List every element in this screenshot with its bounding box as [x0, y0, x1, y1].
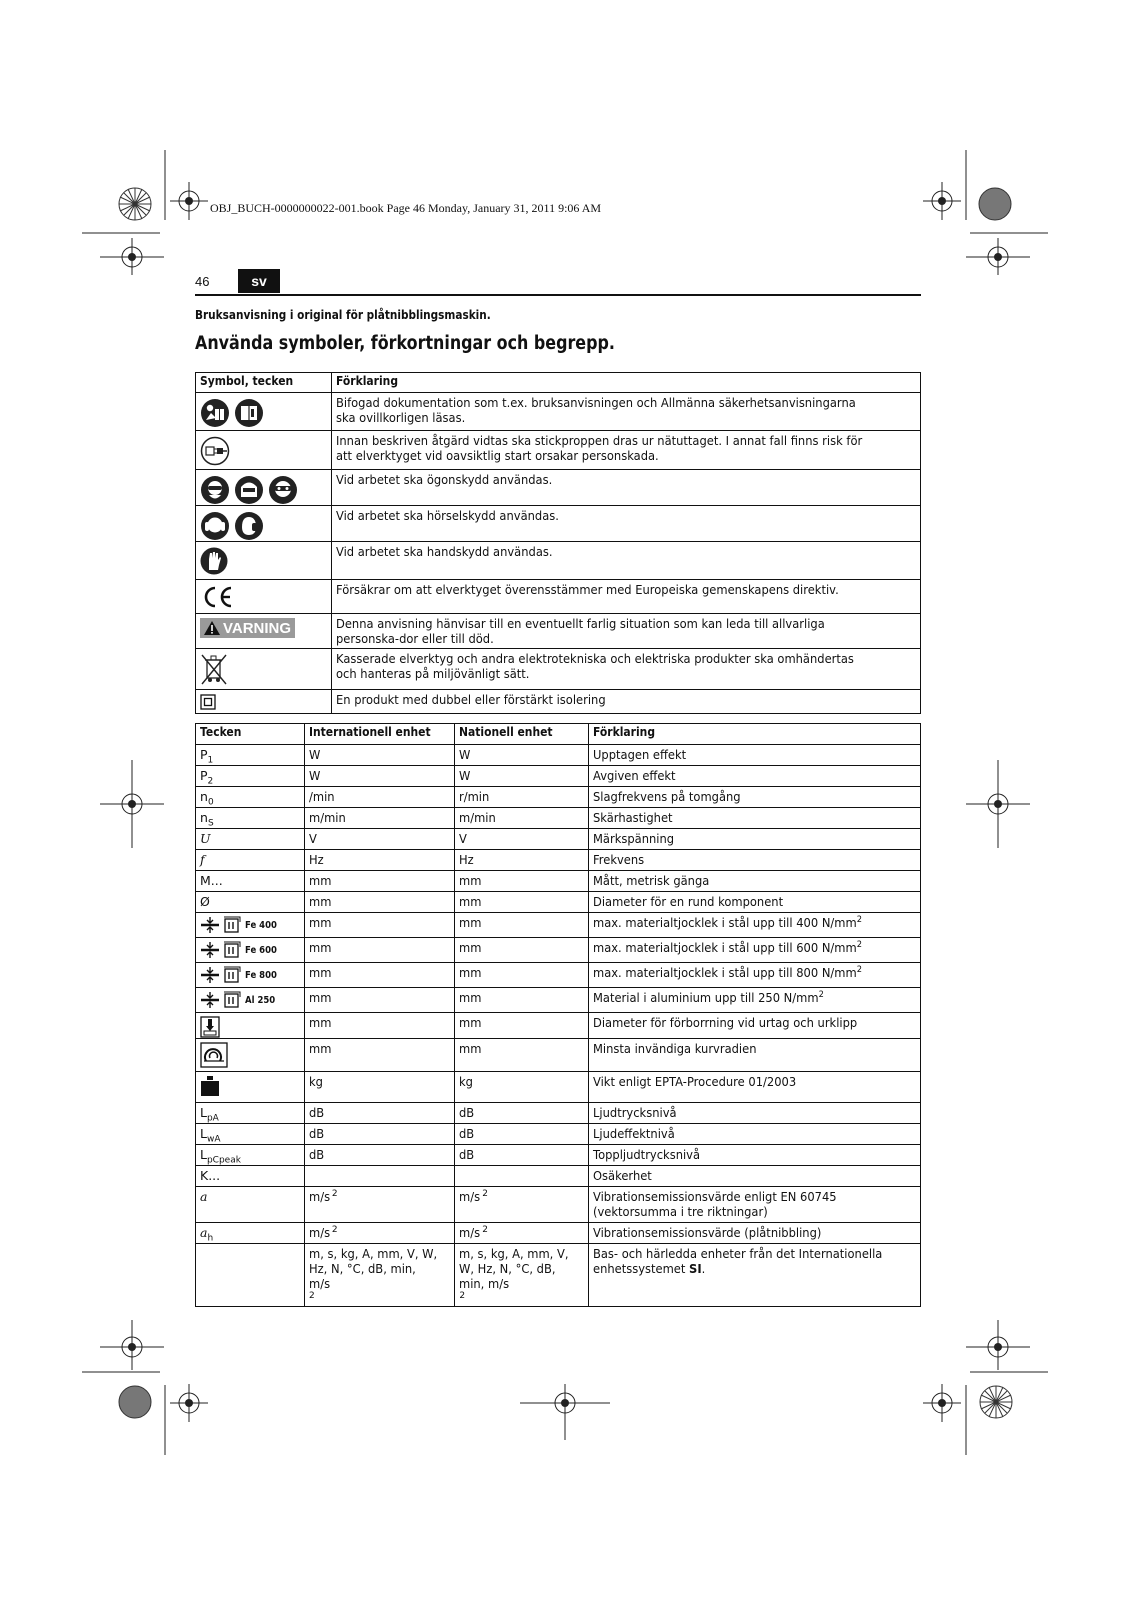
international-unit-cell: [305, 1223, 455, 1244]
symbol-cell: [196, 1039, 305, 1072]
national-unit: mm: [459, 915, 482, 930]
national-unit: mm: [459, 1015, 482, 1030]
table-row: [196, 470, 921, 506]
explanation-cell: [589, 745, 921, 766]
explanation-text: Ljudtrycksnivå: [593, 1105, 677, 1120]
international-unit-cell: [305, 1072, 455, 1103]
international-unit-cell: [305, 1039, 455, 1072]
symbol-cell: [196, 1244, 305, 1307]
table-row: [196, 1103, 921, 1124]
material-symbol: [200, 916, 300, 934]
national-unit: W: [459, 747, 471, 762]
table-row: [196, 1039, 921, 1072]
symbol-subscript: S: [207, 818, 214, 829]
symbol-cell: [196, 850, 305, 871]
units-header-symbol: Tecken: [196, 724, 305, 745]
read-manual-icon: [200, 398, 230, 428]
table-row: [196, 808, 921, 829]
symbol-cell: [196, 745, 305, 766]
national-unit-cell: [455, 1187, 589, 1223]
national-unit: kg: [459, 1074, 474, 1089]
national-unit: r/min: [459, 789, 490, 804]
symbol-text: a: [200, 1225, 208, 1240]
table-row: [196, 913, 921, 938]
national-unit: m, s, kg, A, mm, V, W, Hz, N, °C, dB, min, m/s: [459, 1246, 569, 1291]
national-unit: mm: [459, 894, 482, 909]
international-unit-cell: [305, 745, 455, 766]
symbol-cell: [196, 766, 305, 787]
international-unit: dB: [309, 1105, 325, 1120]
symbol-subscript: pA: [206, 1113, 219, 1124]
warning-triangle-icon: [204, 621, 220, 635]
international-unit: m/min: [309, 810, 346, 825]
table-row: [196, 1187, 921, 1223]
international-unit-cell: [305, 829, 455, 850]
symbol-text: P: [200, 768, 208, 783]
goggles-icon: [268, 475, 298, 505]
symbol-cell: [196, 1166, 305, 1187]
units-header-international: Internationell enhet: [305, 724, 455, 745]
table-row: [196, 1244, 921, 1307]
pre-drill-icon: [200, 1016, 220, 1038]
international-unit-cell: [305, 787, 455, 808]
book-icon: [234, 398, 264, 428]
symbol-cell: [196, 393, 332, 431]
explanation-cell: Denna anvisning hänvisar till en eventuellt farlig situation som kan leda till allvarliga personska-dor eller till död.: [332, 614, 921, 649]
material-symbol: [200, 991, 300, 1009]
explanation-cell: [589, 1145, 921, 1166]
table-row: [196, 614, 921, 649]
unit-superscript: 2: [482, 1188, 489, 1199]
international-unit-cell: [305, 938, 455, 963]
symbol-text: f: [200, 852, 205, 867]
national-unit: dB: [459, 1147, 475, 1162]
symbol-cell: [196, 649, 332, 690]
glove-icon: [200, 546, 228, 576]
symbol-text: P: [200, 747, 208, 762]
language-badge: sv: [238, 269, 280, 293]
symbol-graphic: [200, 1042, 300, 1068]
symbol-cell: [196, 1187, 305, 1223]
international-unit: mm: [309, 990, 332, 1005]
explanation-text: Ljudeffektnivå: [593, 1126, 676, 1141]
material-label: Fe 800: [245, 969, 277, 981]
national-unit-cell: [455, 745, 589, 766]
material-thickness-icon: [200, 966, 242, 984]
explanation-cell: [589, 963, 921, 988]
explanation-text: Toppljudtrycksnivå: [593, 1147, 701, 1162]
explanation-text: Skärhastighet: [593, 810, 673, 825]
symbol-text: a: [200, 1189, 208, 1204]
symbol-text: K...: [200, 1168, 221, 1183]
national-unit-cell: [455, 913, 589, 938]
international-unit-cell: [305, 892, 455, 913]
table-row: [196, 1166, 921, 1187]
national-unit-cell: [455, 1145, 589, 1166]
symbol-cell: [196, 580, 332, 614]
international-unit: dB: [309, 1147, 325, 1162]
international-unit: m/s: [309, 1225, 331, 1240]
face-shield-icon: [234, 475, 264, 505]
national-unit-cell: [455, 1166, 589, 1187]
table-row: [196, 766, 921, 787]
explanation-text: Märkspänning: [593, 831, 675, 846]
symbol-cell: [196, 1223, 305, 1244]
international-unit: W: [309, 747, 321, 762]
table-row: [196, 431, 921, 470]
unit-superscript: 2: [459, 1290, 466, 1301]
table-row: [196, 580, 921, 614]
national-unit: mm: [459, 965, 482, 980]
explanation-cell: Vid arbetet ska ögonskydd användas.: [332, 470, 921, 506]
table-row: [196, 787, 921, 808]
international-unit-cell: [305, 1187, 455, 1223]
national-unit: m/s: [459, 1189, 481, 1204]
national-unit-cell: [455, 938, 589, 963]
national-unit-cell: [455, 871, 589, 892]
explanation-text: Vibrationsemissionsvärde (plåtnibbling): [593, 1225, 822, 1240]
national-unit-cell: [455, 829, 589, 850]
symbol-subscript: 0: [207, 797, 214, 808]
material-symbol: [200, 966, 300, 984]
table-row: [196, 850, 921, 871]
unit-superscript: 2: [482, 1224, 489, 1235]
material-label: Fe 600: [245, 944, 277, 956]
national-unit-cell: [455, 1244, 589, 1307]
warning-label-icon: [200, 618, 295, 638]
table-row: [196, 506, 921, 542]
explanation-cell: [589, 1072, 921, 1103]
national-unit-cell: [455, 766, 589, 787]
symbol-cell: [196, 690, 332, 714]
explanation-cell: Vid arbetet ska hörselskydd användas.: [332, 506, 921, 542]
symbol-cell: [196, 1072, 305, 1103]
bold-term: SI: [689, 1261, 703, 1276]
international-unit: mm: [309, 1041, 332, 1056]
table-row: [196, 1124, 921, 1145]
symbol-cell: [196, 913, 305, 938]
international-unit-cell: [305, 1166, 455, 1187]
material-label: Fe 400: [245, 919, 277, 931]
explanation-cell: En produkt med dubbel eller förstärkt isolering: [332, 690, 921, 714]
unit-superscript: 2: [331, 1188, 338, 1199]
material-thickness-icon: [200, 916, 242, 934]
table-row: [196, 649, 921, 690]
weee-bin-icon: [200, 652, 228, 686]
table-row: [196, 1223, 921, 1244]
national-unit: Hz: [459, 852, 475, 867]
explanation-cell: [589, 787, 921, 808]
page-number: 46: [195, 274, 210, 289]
national-unit: mm: [459, 1041, 482, 1056]
national-unit-cell: [455, 787, 589, 808]
symbol-cell: [196, 963, 305, 988]
national-unit-cell: [455, 963, 589, 988]
international-unit: mm: [309, 894, 332, 909]
weight-icon: [200, 1075, 220, 1097]
symbol-text: U: [200, 831, 211, 846]
symbol-cell: [196, 892, 305, 913]
symbol-cell: [196, 1124, 305, 1145]
material-thickness-icon: [200, 991, 242, 1009]
material-symbol: [200, 941, 300, 959]
curve-radius-icon: [200, 1042, 228, 1068]
symbol-subscript: 2: [207, 776, 214, 787]
symbol-cell: [196, 542, 332, 580]
international-unit: mm: [309, 965, 332, 980]
international-unit-cell: [305, 871, 455, 892]
symbol-subscript: pCpeak: [206, 1155, 241, 1166]
table-row: [196, 938, 921, 963]
symbol-text: n: [200, 789, 208, 804]
symbol-graphic: [200, 1075, 300, 1097]
explanation-cell: Försäkrar om att elverktyget överensstämmer med Europeiska gemenskapens direktiv.: [332, 580, 921, 614]
national-unit-cell: [455, 1039, 589, 1072]
national-unit: mm: [459, 940, 482, 955]
international-unit-cell: [305, 963, 455, 988]
material-label: Al 250: [245, 994, 276, 1006]
explanation-text: Frekvens: [593, 852, 645, 867]
explanation-text: Diameter för en rund komponent: [593, 894, 784, 909]
intro-text: Bruksanvisning i original för plåtnibblingsmaskin.: [195, 307, 491, 322]
symbol-cell: [196, 808, 305, 829]
symbols-table: [195, 372, 921, 714]
explanation-cell: [589, 808, 921, 829]
unit-superscript: 2: [309, 1290, 315, 1301]
international-unit-cell: [305, 1103, 455, 1124]
international-unit: mm: [309, 940, 332, 955]
national-unit-cell: [455, 1103, 589, 1124]
national-unit: m/min: [459, 810, 497, 825]
symbol-cell: [196, 787, 305, 808]
symbol-text: Ø: [200, 894, 210, 909]
symbols-header-explanation: Förklaring: [332, 373, 921, 393]
units-table-header: [196, 724, 921, 745]
international-unit: mm: [309, 1015, 332, 1030]
explanation-cell: [589, 1013, 921, 1039]
explanation-cell: [589, 938, 921, 963]
table-row: [196, 829, 921, 850]
international-unit: /min: [309, 789, 335, 804]
symbol-text: M...: [200, 873, 223, 888]
national-unit: m/s: [459, 1225, 481, 1240]
international-unit: Hz: [309, 852, 324, 867]
warning-label-text: VARNING: [223, 619, 292, 637]
international-unit: V: [309, 831, 317, 846]
explanation-cell: [589, 892, 921, 913]
ear-protection-icon: [200, 511, 230, 541]
explanation-text: Bas- och härledda enheter från det Internationella enhetssystemet SI.: [593, 1246, 883, 1276]
symbol-text: n: [200, 810, 208, 825]
international-unit-cell: [305, 850, 455, 871]
explanation-text: max. materialtjocklek i stål upp till 800 $N/mm^2$: [593, 964, 863, 980]
symbol-subscript: 1: [207, 755, 214, 766]
unit-superscript: 2: [331, 1224, 338, 1235]
table-row: [196, 1145, 921, 1166]
units-header-explanation: Förklaring: [589, 724, 921, 745]
unit-superscript: 2: [857, 964, 863, 975]
explanation-text: Osäkerhet: [593, 1168, 653, 1183]
explanation-cell: [589, 1244, 921, 1307]
symbol-cell: [196, 1103, 305, 1124]
national-unit-cell: [455, 1124, 589, 1145]
unit-superscript: 2: [857, 939, 863, 950]
table-row: [196, 1072, 921, 1103]
symbol-cell: [196, 829, 305, 850]
explanation-cell: [589, 1223, 921, 1244]
symbol-subscript: h: [207, 1233, 214, 1244]
explanation-cell: [589, 1187, 921, 1223]
symbol-cell: [196, 470, 332, 506]
national-unit-cell: [455, 988, 589, 1013]
explanation-text: Upptagen effekt: [593, 747, 687, 762]
unplug-icon: [200, 436, 230, 466]
explanation-cell: [589, 913, 921, 938]
ear-muff-icon: [234, 511, 264, 541]
material-thickness-icon: [200, 941, 242, 959]
national-unit-cell: [455, 1223, 589, 1244]
table-row: [196, 542, 921, 580]
explanation-text: max. materialtjocklek i stål upp till 600 $N/mm^2$: [593, 939, 863, 955]
table-row: [196, 988, 921, 1013]
international-unit-cell: [305, 1013, 455, 1039]
table-row: [196, 963, 921, 988]
national-unit-cell: [455, 1013, 589, 1039]
international-unit-cell: [305, 766, 455, 787]
units-header-national: Nationell enhet: [455, 724, 589, 745]
symbol-text: L: [200, 1105, 207, 1120]
national-unit: mm: [459, 990, 482, 1005]
international-unit: dB: [309, 1126, 325, 1141]
explanation-cell: [589, 1103, 921, 1124]
international-unit-cell: [305, 1145, 455, 1166]
units-table: [195, 723, 921, 1307]
international-unit: m/s: [309, 1189, 331, 1204]
national-unit: mm: [459, 873, 482, 888]
table-row: [196, 745, 921, 766]
international-unit-cell: [305, 988, 455, 1013]
symbol-cell: [196, 1013, 305, 1039]
international-unit: m, s, kg, A, mm, V, W, Hz, N, °C, dB, min, m/s: [309, 1246, 438, 1291]
explanation-text: Mått, metrisk gänga: [593, 873, 710, 888]
table-row: [196, 690, 921, 714]
explanation-text: Minsta invändiga kurvradien: [593, 1041, 757, 1056]
symbol-cell: [196, 506, 332, 542]
international-unit: W: [309, 768, 321, 783]
table-row: [196, 1013, 921, 1039]
explanation-cell: [589, 1124, 921, 1145]
unit-superscript: 2: [818, 989, 825, 1000]
eye-protection-icon: [200, 475, 230, 505]
symbol-cell: [196, 988, 305, 1013]
explanation-cell: Innan beskriven åtgärd vidtas ska stickproppen dras ur nätuttaget. I annat fall finns risk för att elverktyget vid oavsiktlig start orsakar personskada.: [332, 431, 921, 470]
explanation-text: Vibrationsemissionsvärde enligt EN 60745 (vektorsumma i tre riktningar): [593, 1189, 838, 1219]
national-unit: dB: [459, 1105, 475, 1120]
explanation-cell: [589, 1039, 921, 1072]
national-unit: W: [459, 768, 471, 783]
explanation-text: Avgiven effekt: [593, 768, 676, 783]
explanation-cell: [589, 871, 921, 892]
explanation-cell: Kasserade elverktyg och andra elektrotekniska och elektriska produkter ska omhändertas och hanteras på miljövänligt sätt.: [332, 649, 921, 690]
explanation-text: Diameter för förborrning vid urtag och urklipp: [593, 1015, 858, 1030]
international-unit-cell: [305, 913, 455, 938]
explanation-text: Vikt enligt EPTA-Procedure 01/2003: [593, 1074, 797, 1089]
symbols-table-header: [196, 373, 921, 393]
explanation-cell: [589, 766, 921, 787]
double-insulation-icon: [200, 694, 216, 710]
table-row: [196, 393, 921, 431]
symbol-cell: [196, 431, 332, 470]
international-unit: mm: [309, 873, 332, 888]
international-unit-cell: [305, 1124, 455, 1145]
national-unit-cell: [455, 1072, 589, 1103]
symbol-subscript: wA: [206, 1134, 221, 1145]
explanation-cell: [589, 829, 921, 850]
national-unit: dB: [459, 1126, 475, 1141]
explanation-cell: [589, 988, 921, 1013]
symbol-text: L: [200, 1126, 207, 1141]
explanation-cell: Bifogad dokumentation som t.ex. bruksanvisningen och Allmänna säkerhetsanvisningarna ska ovillkorligen läsas.: [332, 393, 921, 431]
explanation-cell: [589, 1166, 921, 1187]
symbol-text: L: [200, 1147, 207, 1162]
explanation-text: Slagfrekvens på tomgång: [593, 789, 741, 804]
symbol-graphic: [200, 1016, 300, 1038]
symbol-cell: [196, 938, 305, 963]
table-row: [196, 871, 921, 892]
international-unit-cell: [305, 808, 455, 829]
header-rule: [195, 294, 921, 296]
explanation-text: max. materialtjocklek i stål upp till 400 $N/mm^2$: [593, 914, 863, 930]
symbols-header-symbol: Symbol, tecken: [196, 373, 332, 393]
explanation-text: Material i aluminium upp till 250 $N/mm^2$: [593, 989, 825, 1005]
international-unit-cell: [305, 1244, 455, 1307]
unit-superscript: 2: [857, 914, 863, 925]
explanation-cell: Vid arbetet ska handskydd användas.: [332, 542, 921, 580]
symbol-cell: [196, 1145, 305, 1166]
national-unit-cell: [455, 808, 589, 829]
table-row: [196, 892, 921, 913]
page-title: Använda symboler, förkortningar och begrepp.: [195, 333, 615, 354]
international-unit: mm: [309, 915, 332, 930]
national-unit-cell: [455, 892, 589, 913]
symbol-cell: [196, 614, 332, 649]
national-unit-cell: [455, 850, 589, 871]
international-unit: kg: [309, 1074, 323, 1089]
national-unit: V: [459, 831, 468, 846]
symbol-cell: [196, 871, 305, 892]
file-header-line: OBJ_BUCH-0000000022-001.book Page 46 Monday, January 31, 2011 9:06 AM: [210, 201, 602, 215]
explanation-cell: [589, 850, 921, 871]
ce-mark-icon: [200, 584, 236, 610]
